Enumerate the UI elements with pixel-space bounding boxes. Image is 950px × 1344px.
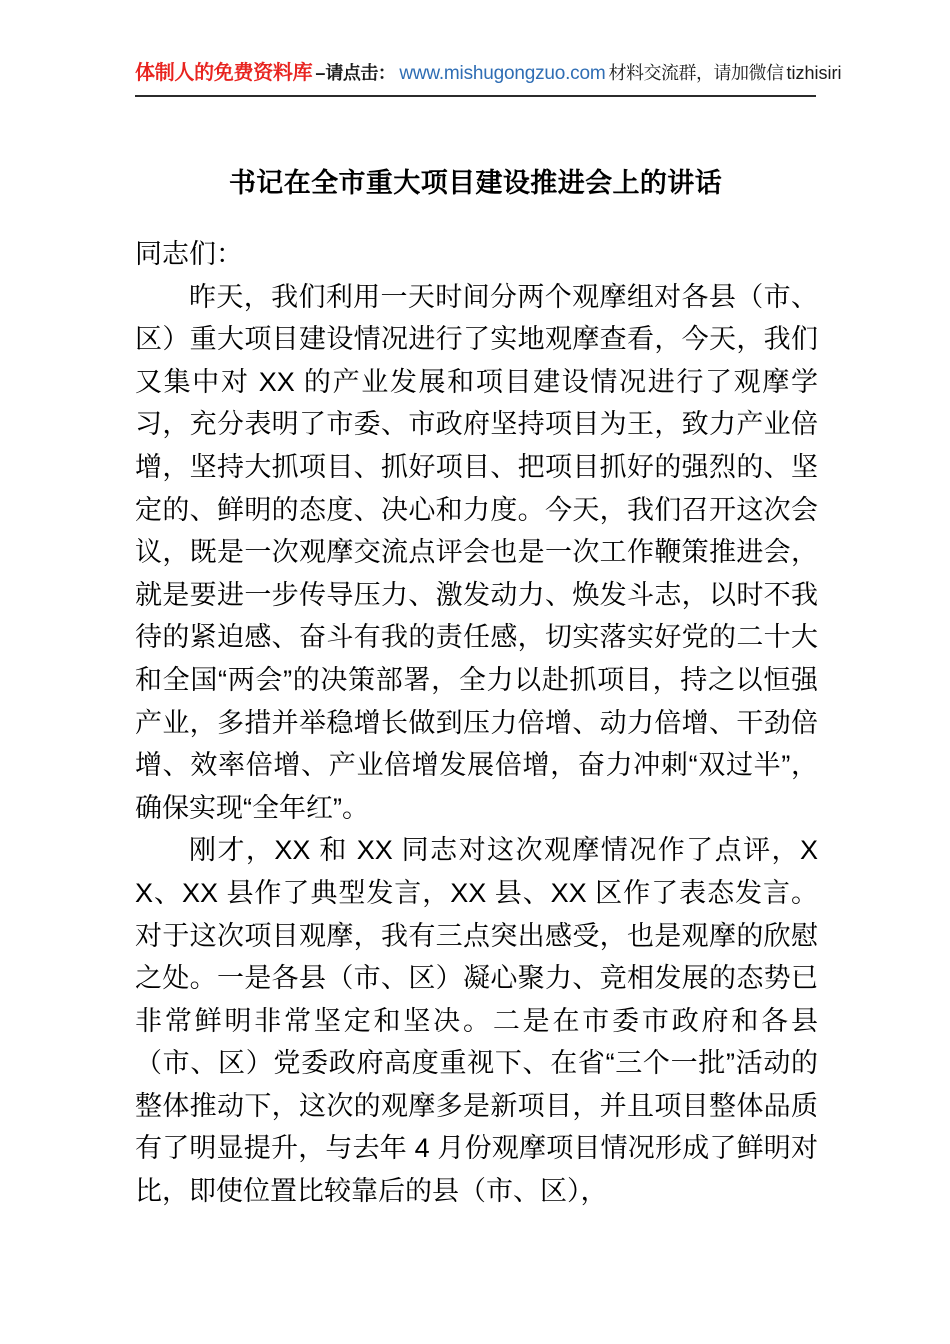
header-click-prompt: 请点击：: [325, 63, 396, 83]
body-paragraph-1: 昨天，我们利用一天时间分两个观摩组对各县（市、区）重大项目建设情况进行了实地观摩查看，今天，我们又集中对 XX 的产业发展和项目建设情况进行了观摩学习，充分表明了市委、市政府坚持项目为王，致力产业倍增，坚持大抓项目、抓好项目、把项目抓好的强烈的、坚定的、鲜明的态度、决心和力度。今天，我们召开这次会议，既是一次观摩交流点评会也是一次工作鞭策推进会，就是要进一步传导压力、激发动力、焕发斗志，以时不我待的紧迫感、奋斗有我的责任感，切实落实好党的二十大和全国“两会”的决策部署，全力以赴抓项目，持之以恒强产业，多措并举稳增长做到压力倍增、动力倍增、干劲倍增、效率倍增、产业倍增发展倍增，奋力冲刺“双过半”，确保实现“全年红”。: [135, 281, 818, 823]
header-text-line: [135, 58, 842, 89]
page-header-banner: [135, 58, 842, 98]
body-paragraph-2: 刚才，XX 和 XX 同志对这次观摩情况作了点评，XX、XX 县作了典型发言，XX 县、XX 区作了表态发言。对于这次项目观摩，我有三点突出感受，也是观摩的欣慰之处。一是各县（市、区）凝心聚力、竞相发展的态势已非常鲜明非常坚定和坚决。二是在市委市政府和各县（市、区）党委政府高度重视下、在省“三个一批”活动的整体推动下，这次的观摩多是新项目，并且项目整体品质有了明显提升，与去年 4 月份观摩项目情况形成了鲜明对比，即使位置比较靠后的县（市、区），: [135, 835, 818, 1207]
header-brand-label: 体制人的免费资料库: [135, 62, 313, 84]
header-divider-rule: [135, 95, 816, 97]
header-wechat-id: tizhisiri: [786, 63, 842, 83]
header-dash: –: [315, 63, 326, 83]
header-website-link[interactable]: www.mishugongzuo.com: [399, 63, 606, 84]
document-title: 书记在全市重大项目建设推进会上的讲话: [228, 168, 723, 198]
document-body: [135, 233, 818, 1213]
header-group-label: 材料交流群，请加微信: [608, 63, 784, 83]
salutation-line: 同志们：: [135, 239, 243, 269]
